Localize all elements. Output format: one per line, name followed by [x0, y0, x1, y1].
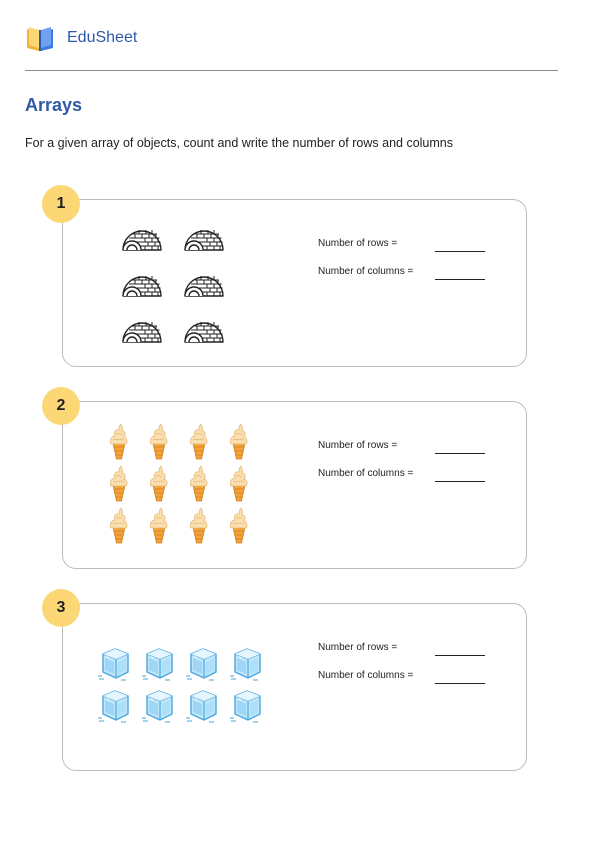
columns-label: Number of columns =: [318, 266, 414, 277]
columns-label: Number of columns =: [318, 670, 414, 681]
rows-label: Number of rows =: [318, 238, 398, 249]
instructions: For a given array of objects, count and write the number of rows and columns: [25, 136, 453, 150]
columns-answer-blank[interactable]: [435, 481, 485, 482]
ice-cream-cone-icon: [187, 464, 211, 502]
ice-cream-cone-icon: [227, 506, 251, 544]
ice-cream-cone-icon: [107, 506, 131, 544]
ice-cube-icon: [95, 646, 131, 682]
rows-label: Number of rows =: [318, 440, 398, 451]
page-title: Arrays: [25, 95, 83, 115]
ice-cream-cone-icon: [107, 464, 131, 502]
question-number-badge: 3: [42, 589, 80, 627]
igloo-icon: [121, 270, 163, 298]
igloo-icon: [183, 316, 225, 344]
igloo-array: [121, 224, 225, 344]
ice-cube-icon: [227, 646, 263, 682]
ice-cream-array: [107, 422, 251, 544]
ice-cream-cone-icon: [107, 422, 131, 460]
ice-cube-icon: [139, 646, 175, 682]
columns-question: [318, 266, 485, 277]
igloo-icon: [121, 316, 163, 344]
ice-cream-cone-icon: [187, 422, 211, 460]
igloo-icon: [183, 224, 225, 252]
ice-cream-cone-icon: [187, 506, 211, 544]
ice-cube-icon: [139, 688, 175, 724]
ice-cube-icon: [183, 646, 219, 682]
ice-cream-cone-icon: [227, 464, 251, 502]
question-card-2: [62, 401, 527, 569]
igloo-icon: [121, 224, 163, 252]
open-book-icon: [25, 23, 55, 53]
igloo-icon: [183, 270, 225, 298]
columns-question: [318, 670, 485, 681]
header: [25, 22, 137, 54]
header-divider: [25, 70, 558, 71]
ice-cream-cone-icon: [147, 506, 171, 544]
columns-answer-blank[interactable]: [435, 683, 485, 684]
ice-cube-icon: [95, 688, 131, 724]
question-number-badge: 2: [42, 387, 80, 425]
columns-question: [318, 468, 485, 479]
question-card-3: [62, 603, 527, 771]
ice-cream-cone-icon: [227, 422, 251, 460]
columns-answer-blank[interactable]: [435, 279, 485, 280]
ice-cube-icon: [183, 688, 219, 724]
rows-answer-blank[interactable]: [435, 655, 485, 656]
rows-answer-blank[interactable]: [435, 453, 485, 454]
rows-answer-blank[interactable]: [435, 251, 485, 252]
ice-cream-cone-icon: [147, 464, 171, 502]
question-number-badge: 1: [42, 185, 80, 223]
question-card-1: [62, 199, 527, 367]
rows-question: [318, 642, 485, 653]
ice-cube-icon: [227, 688, 263, 724]
ice-cream-cone-icon: [147, 422, 171, 460]
columns-label: Number of columns =: [318, 468, 414, 479]
rows-question: [318, 238, 485, 249]
rows-question: [318, 440, 485, 451]
ice-cube-array: [95, 646, 263, 724]
rows-label: Number of rows =: [318, 642, 398, 653]
brand-name: EduSheet: [67, 29, 138, 46]
